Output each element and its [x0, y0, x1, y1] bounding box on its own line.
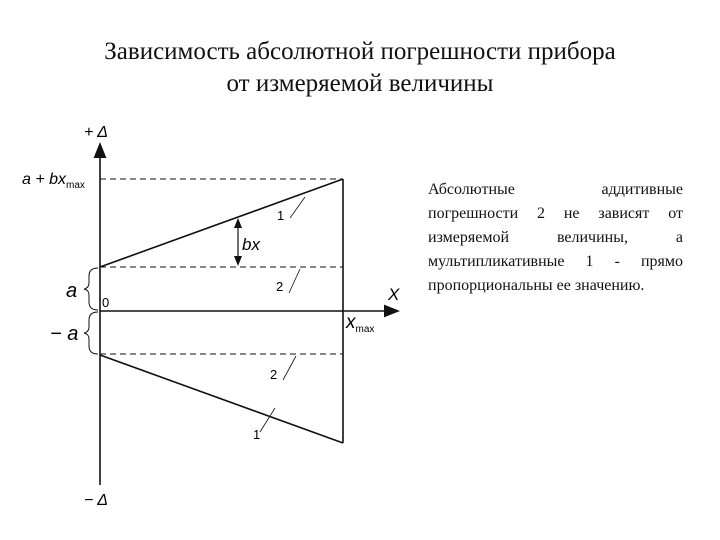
lower-multiplicative-line [100, 355, 343, 443]
y-negative-label: − Δ [84, 492, 108, 509]
bx-arrow-bottom [234, 256, 242, 266]
a-label: a [66, 280, 78, 302]
leader-1-upper [290, 197, 305, 218]
description-text: Абсолютные аддитивные погрешности 2 не зависят от измеряемой величины, а мультипликативные 1 - прямо пропорциональны ее значению. [428, 181, 683, 294]
curve-2-lower-label: 2 [270, 367, 278, 382]
curve-2-upper-label: 2 [276, 279, 284, 294]
leader-2-upper [289, 269, 300, 293]
x-axis-label: X [388, 285, 400, 304]
leader-2-lower [283, 356, 296, 380]
a-plus-bx-sub: max [66, 180, 85, 191]
y-positive-label: + Δ [84, 124, 108, 141]
leader-1-lower [260, 408, 275, 432]
curve-1-lower-label: 1 [253, 427, 261, 442]
origin-label: 0 [102, 295, 110, 310]
title-line-1: Зависимость абсолютной погрешности прибора [104, 38, 616, 65]
title-line-2: от измеряемой величины [226, 70, 494, 97]
a-plus-bx-max-label [22, 171, 85, 191]
a-plus-bx-prefix: a + bx [22, 171, 67, 188]
xmax-main: x [346, 312, 356, 333]
bx-label: bx [242, 235, 260, 254]
brace-neg-a [84, 312, 98, 354]
curve-1-upper-label: 1 [277, 208, 285, 223]
bx-arrow-top [234, 218, 242, 228]
neg-a-label: − a [50, 323, 79, 345]
xmax-sub: max [355, 324, 375, 335]
brace-a [84, 268, 98, 310]
xmax-label [345, 312, 374, 335]
upper-multiplicative-line [100, 179, 343, 267]
